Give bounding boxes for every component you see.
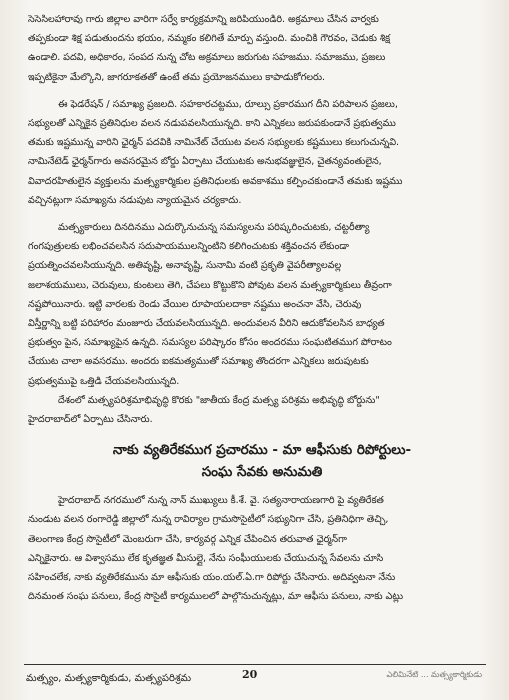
text-line: తెలంగాణ కేంద్ర సొసైటీలో మెంబరుగా చేసి, కార్యవర్గ ఎన్నిక చేపించిన తరువాత ఛైర్మన్‌గా [28,533,347,545]
text-line: చేయుట చాలా అవసరము. అందరు ఐకమత్యముతో సమాఖ్య తొందరగా ఎన్నికలు జరుపుటకు [28,356,369,368]
paragraph-3 [28,218,496,391]
paragraph-4 [28,391,496,429]
text-line: విస్తీర్ణాన్ని బట్టి పరిహారం మంజూరు చేయవలసియున్నది. అందువలన వీరిని ఆదుకోవలసిన బాధ్యత [28,318,385,330]
text-line: ఇప్పటికైనా మేల్కొని, జాగరూకతతో ఉంటే తమ ప్రయోజనములు కాపాడుకోగలరు. [28,71,326,83]
text-line: ఈ ఫెడరేషన్ / సమాఖ్య ప్రజలది. సహకారచట్టము, రూల్సు ప్రకారముగ దీని పరిపాలన ప్రజలు, [58,98,398,110]
footer-book-title: మత్స్యం, మత్స్యకార్మికుడు, మత్స్యపరిశ్రమ [26,673,192,684]
text-line: వివాదరహితులైన వ్యక్తులను మత్స్యకార్మికుల ప్రతినిధులకు అవకాశము కల్పించకుండానే తమకు ఇష్టము [28,175,403,187]
text-line: ప్రభుత్వం పైన, సమాఖ్యపైన ఉన్నది. సమస్యల పరిష్కారం కోసం అందరము సంఘటితముగ పోరాటం [28,337,392,349]
text-line: తప్పకుండా శిక్ష పడుతుందను భయం, నమ్మకం కలిగితే మార్పు వస్తుంది. మంచికి గౌరవం, చెడుకు శిక్ష [28,33,391,45]
text-line: మత్స్యకారులు దినదినము ఎదుర్కొనుచున్న సమస్యలను పరిష్కరించుటకు, చట్టరీత్యా [58,222,370,234]
page-footer [24,664,486,692]
text-line: జలాశయములు, చెరువులు, కుంటలు తెగి, చేపలు కొట్టుకొని పోవుట వలన మత్స్యకార్మికులు తీవ్రంగా [28,279,392,291]
text-line: దినమంత సంఘ పనులు, కేంద్ర సొసైటీ కార్యములలో పాల్గొనుచున్నట్లు, మా ఆఫీసు పనులు, నాకు ఎట్లు [28,591,403,603]
document-body [28,10,496,606]
text-line: హైదరాబాద్ నగరములో నున్న నాన్ ముఖ్యులు కీ.శే. వై. సత్యనారాయణగారి పై వ్యతిరేకత [58,495,384,507]
text-line: నష్టపోయినారు. ఇట్టి వారలకు రెండు వేయిల రూపాయలదాకా నష్టము అంచనా వేసి, చెరువు [28,298,362,310]
text-line: సహించలేక, నాకు వ్యతిరేకమును మా ఆఫీసుకు యం.యల్.ఏ.గా రిపోర్టు చేసినారు. అదివ్వటనా నేను [28,572,396,584]
footer-divider [24,664,486,665]
text-line: ప్రయత్నించవలసియున్నది. అతివృష్టి, అనావృష్టి, సునామి వంటి ప్రకృతి వైపరీత్యాలవల్ల [28,260,342,272]
section-paragraph [28,491,496,606]
section-heading-line-2: సంఘ సేవకు అనుమతి [201,464,323,481]
text-line: సభ్యులతో ఎన్నికైన ప్రతినిధుల వలన నడుపవలసియున్నది. కాని ఎన్నికలు జరుపకుండానే ప్రభుత్వము [28,118,396,130]
text-line: హైదరాబాద్‌లో ఏర్పాటు చేసినారు. [28,414,153,426]
text-line: వచ్చినట్లుగా సమాఖ్యను నడుపుట న్యాయమైన చర్యకాదు. [28,194,242,206]
text-line: దేశంలో మత్స్యపరిశ్రమాభివృద్ధి కొరకు "జాతీయ కేంద్ర మత్స్య పరిశ్రమ అభివృద్ధి బోర్డును" [58,394,380,406]
text-line: ఉండాలి. పదవి, అధికారం, సంపద నున్న చోట అక్రమాలు జరుగుట సహజము. సమాజము, ప్రజలు [28,52,386,64]
paragraph-2 [28,95,496,210]
text-line: నామినేటెడ్ ఛైర్మన్‌గారు అవసరమైన బోర్డు ఏర్పాటు చేయుటకు అనుభవజ్ఞులైన, చైతన్యవంతులైన, [28,156,382,168]
text-line: నుండుట వలన రంగారెడ్డి జిల్లాలో నున్న రావిర్యాల గ్రామసొసైటీలో సభ్యునిగా చేసి, ప్రతినిధిగా తెచ్చి, [28,514,389,526]
footer-bleedthrough-text: ఎలిమినేటి ... మత్స్యకార్మికుడు [386,670,482,679]
text-line: ఎన్నికైనారు. ఆ విశ్వాసము లేక కృతజ్ఞత మీసుల్లై, నేను సంఘీయులకు చేయుచున్న సేవలను చూసి [28,552,384,564]
text-line: గంగపుత్రులకు లభించవలసిన సదుపాయములన్నింటిని కలిగించుటకు శక్తివంచన లేకుండా [28,241,349,253]
section-heading-line-1: నాకు వ్యతిరేకముగ ప్రచారము - మా ఆఫీసుకు రిపోర్టులు- [112,442,412,459]
text-line: సెసెసిలహారావు గారు జిల్లాల వారిగా సర్వే కార్యక్రమాన్ని జరిపియుండిరి. అక్రమాలు చేసిన వార్వకు [28,14,379,25]
text-line: తమకు ఇష్టమున్న వారిని ఛైర్మన్ పదవికి నామినేట్ చేయుట వలన సభ్యులకు కష్టములు కలుగుచున్నవి. [28,137,399,149]
paragraph-1 [28,10,496,87]
text-line: ప్రభుత్వముపై ఒత్తిడి చేయవలసియున్నది. [28,375,180,387]
page-number: 20 [242,668,258,681]
